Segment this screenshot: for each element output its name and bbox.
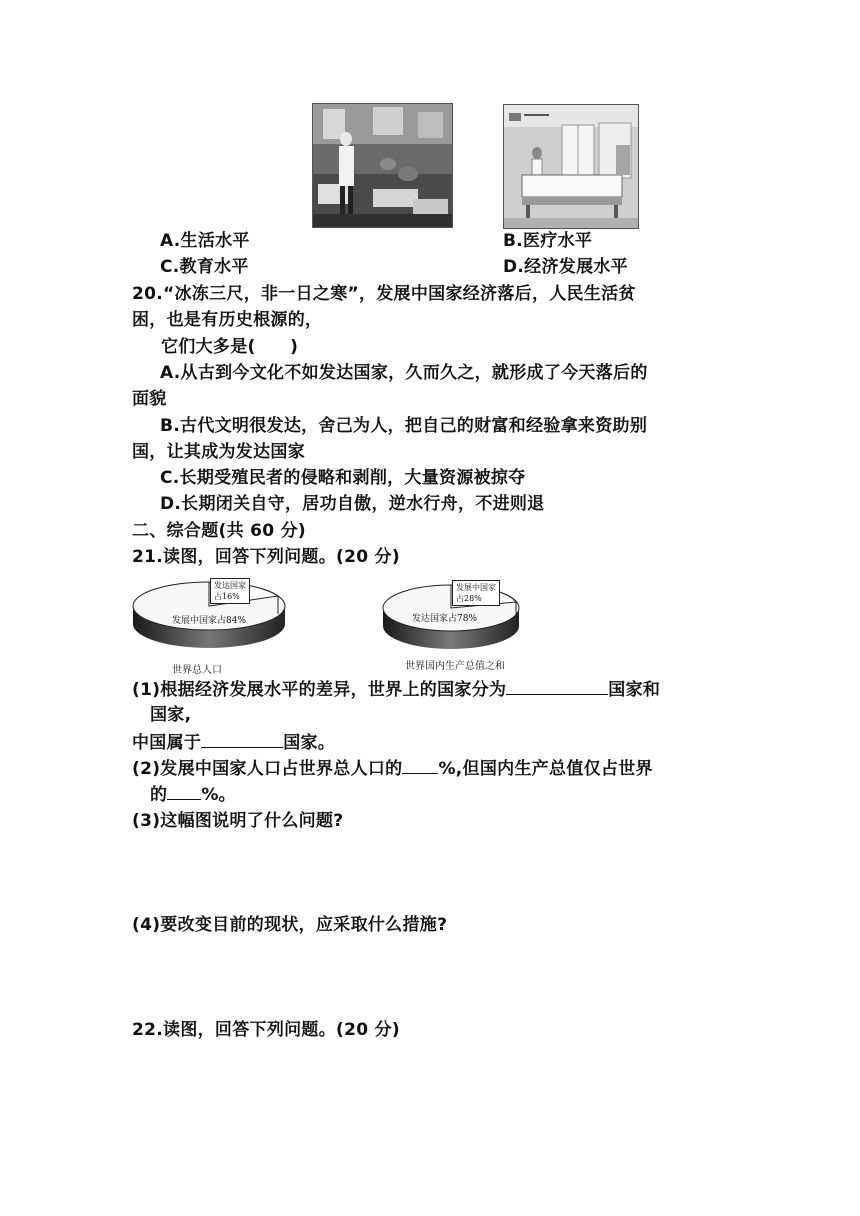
modern-hospital-photo <box>503 104 639 229</box>
q21-part3: (3)这幅图说明了什么问题? <box>132 811 344 831</box>
pie1-label-large: 发展中国家占84% <box>172 616 247 626</box>
pie1-label-small: 发达国家 占16% <box>210 578 250 604</box>
pie1-caption: 世界总人口 <box>172 665 222 676</box>
q20-option-b-line2: 国，让其成为发达国家 <box>132 442 305 462</box>
q20-option-d: D.长期闭关自守，居功自傲，逆水行舟，不进则退 <box>160 494 545 514</box>
pie2-label-small: 发展中国家 占28% <box>452 580 500 606</box>
q21-part2-line1: (2)发展中国家人口占世界总人口的 %,但国内生产总值仅占世界 <box>132 755 653 782</box>
answer-blank[interactable] <box>506 676 608 695</box>
q20-option-a-line2: 面貌 <box>132 389 167 409</box>
q19-option-a: A.生活水平 <box>160 231 250 251</box>
pie2-caption: 世界国内生产总值之和 <box>405 661 505 672</box>
q19-option-c: C.教育水平 <box>160 257 249 277</box>
pie2-label-large: 发达国家占78% <box>412 614 478 624</box>
q21-part2-line2: 的 %。 <box>150 781 236 808</box>
q21-part1-line3: 中国属于 国家。 <box>132 729 335 756</box>
q21-part1-line1: (1)根据经济发展水平的差异，世界上的国家分为 国家和 <box>132 676 660 703</box>
answer-blank[interactable] <box>167 781 201 800</box>
q20-option-a-line1: A.从古到今文化不如发达国家，久而久之，就形成了今天落后的 <box>160 363 648 383</box>
q21-part1-line2: 国家, <box>150 705 192 725</box>
q19-option-b: B.医疗水平 <box>503 231 593 251</box>
q20-option-c: C.长期受殖民者的侵略和剥削，大量资源被掠夺 <box>160 468 526 488</box>
answer-blank[interactable] <box>402 755 438 774</box>
q22-stem: 22.读图，回答下列问题。(20 分) <box>132 1020 400 1040</box>
q21-stem: 21.读图，回答下列问题。(20 分) <box>132 547 400 567</box>
q21-part4: (4)要改变目前的现状，应采取什么措施? <box>132 915 448 935</box>
gdp-pie-chart <box>380 578 525 654</box>
crowded-ward-photo <box>312 103 453 228</box>
section-title: 二、综合题(共 60 分) <box>132 521 306 541</box>
population-pie-chart <box>130 576 290 654</box>
answer-blank[interactable] <box>201 729 283 748</box>
q20-stem-line3: 它们大多是( ) <box>161 337 299 357</box>
q20-option-b-line1: B.古代文明很发达，舍己为人，把自己的财富和经验拿来资助别 <box>160 416 648 436</box>
q20-stem-line2: 困，也是有历史根源的， <box>132 310 323 330</box>
q19-option-d: D.经济发展水平 <box>503 257 628 277</box>
q20-stem-line1: 20.“冰冻三尺，非一日之寒”，发展中国家经济落后，人民生活贫 <box>132 284 636 304</box>
